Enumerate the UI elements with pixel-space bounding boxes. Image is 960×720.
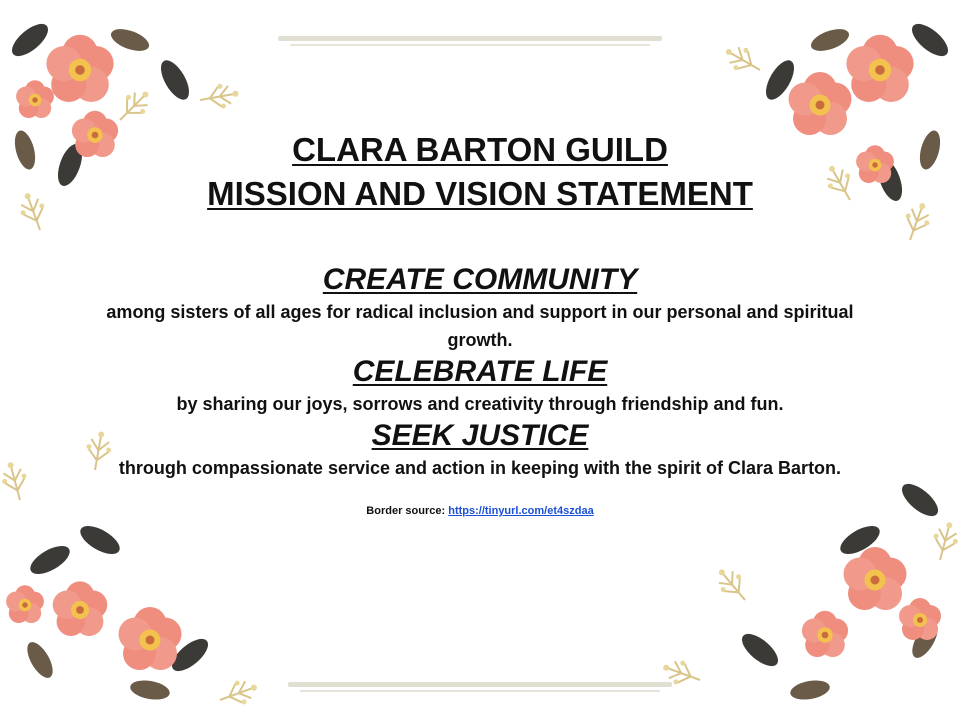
page-title bbox=[80, 128, 880, 216]
title-line-1: CLARA BARTON GUILD bbox=[292, 131, 668, 168]
mission-statement bbox=[80, 128, 880, 518]
border-source-credit bbox=[80, 504, 880, 518]
title-line-2: MISSION AND VISION STATEMENT bbox=[207, 175, 753, 212]
section-create-community bbox=[80, 262, 880, 354]
section-body: among sisters of all ages for radical inclusion and support in our personal and spiritual growth. bbox=[106, 302, 854, 350]
section-heading: CELEBRATE LIFE bbox=[352, 355, 608, 388]
section-body: through compassionate service and action in keeping with the spirit of Clara Barton. bbox=[118, 458, 842, 478]
bottom-dotted-band bbox=[288, 682, 672, 692]
section-body: by sharing our joys, sorrows and creativity through friendship and fun. bbox=[176, 394, 784, 414]
section-seek-justice bbox=[80, 418, 880, 482]
section-heading: SEEK JUSTICE bbox=[371, 419, 589, 452]
top-dotted-band bbox=[278, 36, 662, 46]
section-heading: CREATE COMMUNITY bbox=[322, 263, 638, 296]
source-link[interactable]: https://tinyurl.com/et4szdaa bbox=[448, 505, 594, 517]
source-label: Border source: bbox=[366, 505, 446, 517]
section-celebrate-life bbox=[80, 354, 880, 418]
